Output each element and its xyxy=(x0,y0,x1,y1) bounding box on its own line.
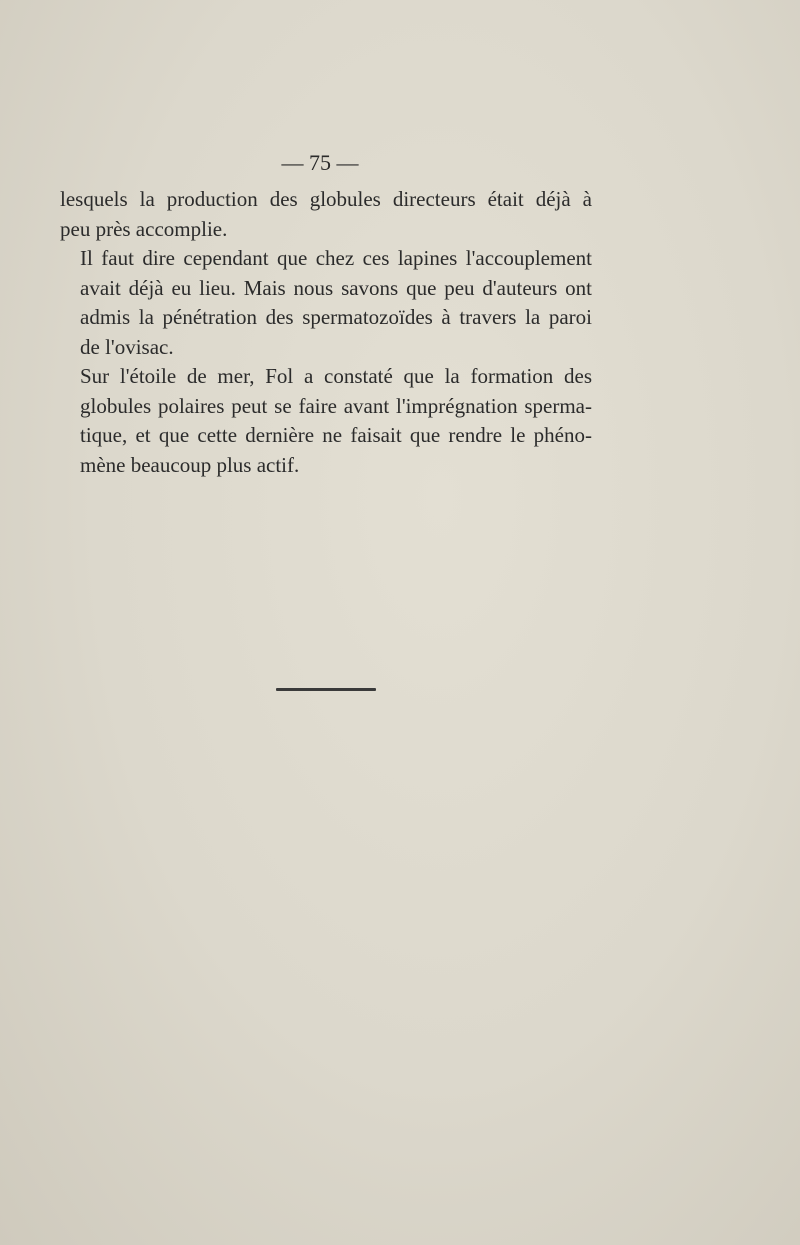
paragraph-3 xyxy=(60,362,592,480)
text-line: de l'ovisac. xyxy=(80,334,174,359)
paragraph-2 xyxy=(60,244,592,362)
paragraph-1 xyxy=(60,185,592,244)
text-line: lesquels la production des globules directeurs était déjà à xyxy=(60,187,592,211)
text-line: avait déjà eu lieu. Mais nous savons que peu d'auteurs ont xyxy=(80,275,592,300)
body-text xyxy=(60,185,592,480)
text-line: Il faut dire cependant que chez ces lapines l'accouplement xyxy=(80,246,592,270)
text-line: globules polaires peut se faire avant l'imprégnation sperma- xyxy=(80,393,592,418)
text-line: mène beaucoup plus actif. xyxy=(80,452,300,477)
text-line: admis la pénétration des spermatozoïdes à travers la paroi xyxy=(80,305,592,329)
text-line: peu près accomplie. xyxy=(60,216,228,241)
text-line: tique, et que cette dernière ne faisait que rendre le phéno- xyxy=(80,423,592,447)
page-number: — 75 — xyxy=(281,150,359,175)
section-divider xyxy=(276,688,376,691)
text-line: Sur l'étoile de mer, Fol a constaté que la formation des xyxy=(80,364,592,388)
